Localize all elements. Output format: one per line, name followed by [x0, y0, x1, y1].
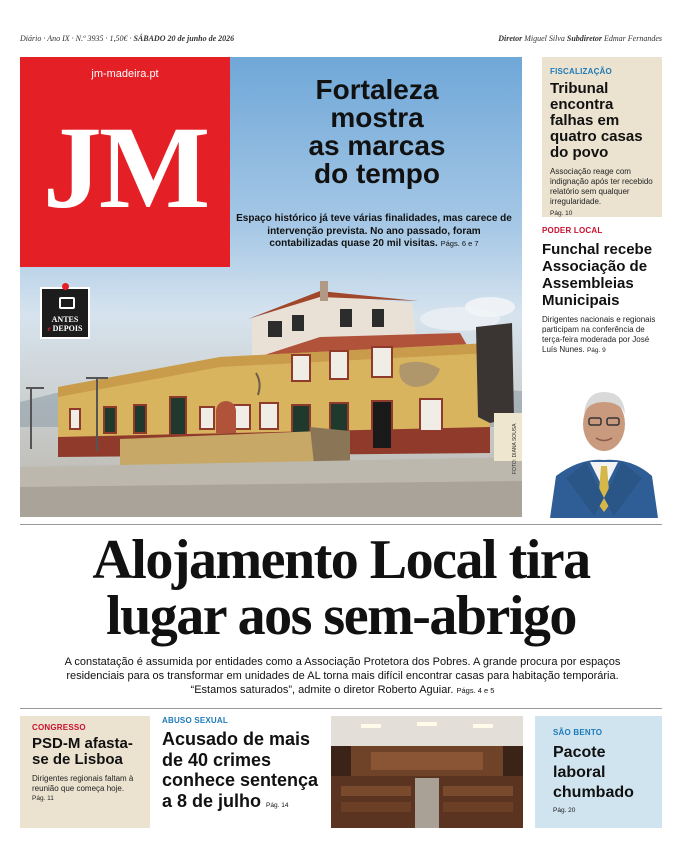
bottom-story-abuso-sexual[interactable] [162, 716, 326, 816]
story-kicker: FISCALIZAÇÃO [550, 67, 612, 76]
masthead-line [20, 34, 662, 48]
story-body [32, 774, 138, 804]
badge-joiner: e [47, 325, 51, 333]
main-lede [50, 655, 635, 698]
story-body-text: Dirigentes nacionais e regionais participam na conferência de terça-feira moderada por José Luís Nunes. [542, 315, 656, 354]
main-page-ref: Págs. 4 e 5 [456, 686, 495, 695]
story-page-ref: Pág. 10 [550, 210, 573, 217]
edition-info [20, 34, 234, 43]
bottom-story-congresso[interactable] [20, 716, 150, 828]
logo-mark: JM [42, 102, 208, 233]
story-page-ref: Pág. 11 [32, 795, 54, 802]
hero-headline-line: as marcas [308, 130, 446, 161]
separator-bottom [20, 708, 662, 709]
badge-line-depois: DEPOIS [52, 324, 83, 333]
subdirector-name: Edmar Fernandes [604, 34, 662, 43]
story-page-ref: Pág. 9 [586, 347, 606, 354]
story-body-text: Associação reage com indignação após ter recebido relatório sem qualquer irregularidade. [550, 167, 653, 206]
hero-headline-line: mostra [330, 102, 424, 133]
edition-date: SÁBADO 20 de junho de 2026 [133, 34, 235, 43]
top-edge [20, 0, 662, 4]
photo-credit: FOTO: DIANA SOUSA [512, 423, 518, 474]
story-title: Pacote laboral chumbado [553, 744, 634, 801]
edition-text: Diário · Ano IX · N.º 3935 · 1,50€ · [20, 34, 132, 43]
courtroom-illustration [331, 716, 523, 828]
camera-icon [59, 297, 75, 309]
main-headline[interactable] [20, 529, 662, 647]
antes-depois-badge [40, 287, 90, 339]
hero-headline-line: do tempo [314, 158, 440, 189]
record-dot-icon [62, 283, 69, 290]
director-label: Diretor [498, 34, 523, 43]
story-title: Tribunal encontra falhas em quatro casas do povo [550, 80, 643, 161]
subdirector-label: Subdiretor [566, 34, 602, 43]
logo-url: jm-madeira.pt [91, 68, 159, 80]
staff-info [498, 34, 662, 43]
story-body [542, 315, 664, 356]
hero-headline[interactable] [252, 76, 502, 188]
director-name: Miguel Silva [524, 34, 565, 43]
story-body-text: Dirigentes regionais faltam à reunião que começa hoje. [32, 774, 134, 793]
main-headline-line: Alojamento Local tira [92, 529, 590, 591]
story-title: PSD-M afasta-se de Lisboa [32, 735, 133, 768]
sidebar-story-poder-local[interactable] [542, 226, 664, 356]
story-page-ref: Pág. 20 [553, 807, 576, 814]
sidebar-story-fiscalizacao[interactable] [542, 57, 662, 217]
bottom-story-sao-bento[interactable] [535, 716, 662, 828]
badge-text [42, 315, 88, 334]
hero-lede-text: Espaço histórico já teve várias finalidades, mas carece de intervenção prevista. No ano passado, foram contabilizadas quase 20 mil visitas. [236, 213, 512, 249]
main-headline-line: lugar aos sem-abrigo [106, 585, 576, 647]
story-title [162, 729, 326, 816]
badge-line-antes: ANTES [51, 315, 79, 324]
story-kicker: CONGRESSO [32, 723, 86, 732]
main-lede-text: A constatação é assumida por entidades como a Associação Protetora dos Pobres. A grande procura por espaços residenciais para os transformar em unidades de AL torna mais difícil encontrar casas para habitação temporária. “Estamos saturados”, admite o diretor Roberto Aguiar. [64, 656, 621, 696]
story-title: Funchal recebe Associação de Assembleias Municipais [542, 241, 653, 309]
story-kicker: PODER LOCAL [542, 226, 603, 235]
hero-page-ref: Págs. 6 e 7 [440, 239, 479, 248]
story-body [550, 167, 654, 219]
portrait-photo [546, 378, 660, 518]
story-kicker: ABUSO SEXUAL [162, 716, 228, 725]
hero-lede [234, 213, 514, 251]
story-title-text: Acusado de mais de 40 crimes conhece sentença a 8 de julho [162, 729, 319, 811]
hero-headline-line: Fortaleza [315, 74, 439, 105]
portrait-illustration [546, 378, 660, 518]
story-page-ref: Pág. 14 [266, 801, 289, 809]
courtroom-photo [331, 716, 523, 828]
jm-logo[interactable] [20, 57, 230, 267]
separator-top [20, 524, 662, 525]
story-kicker: SÃO BENTO [553, 728, 603, 737]
